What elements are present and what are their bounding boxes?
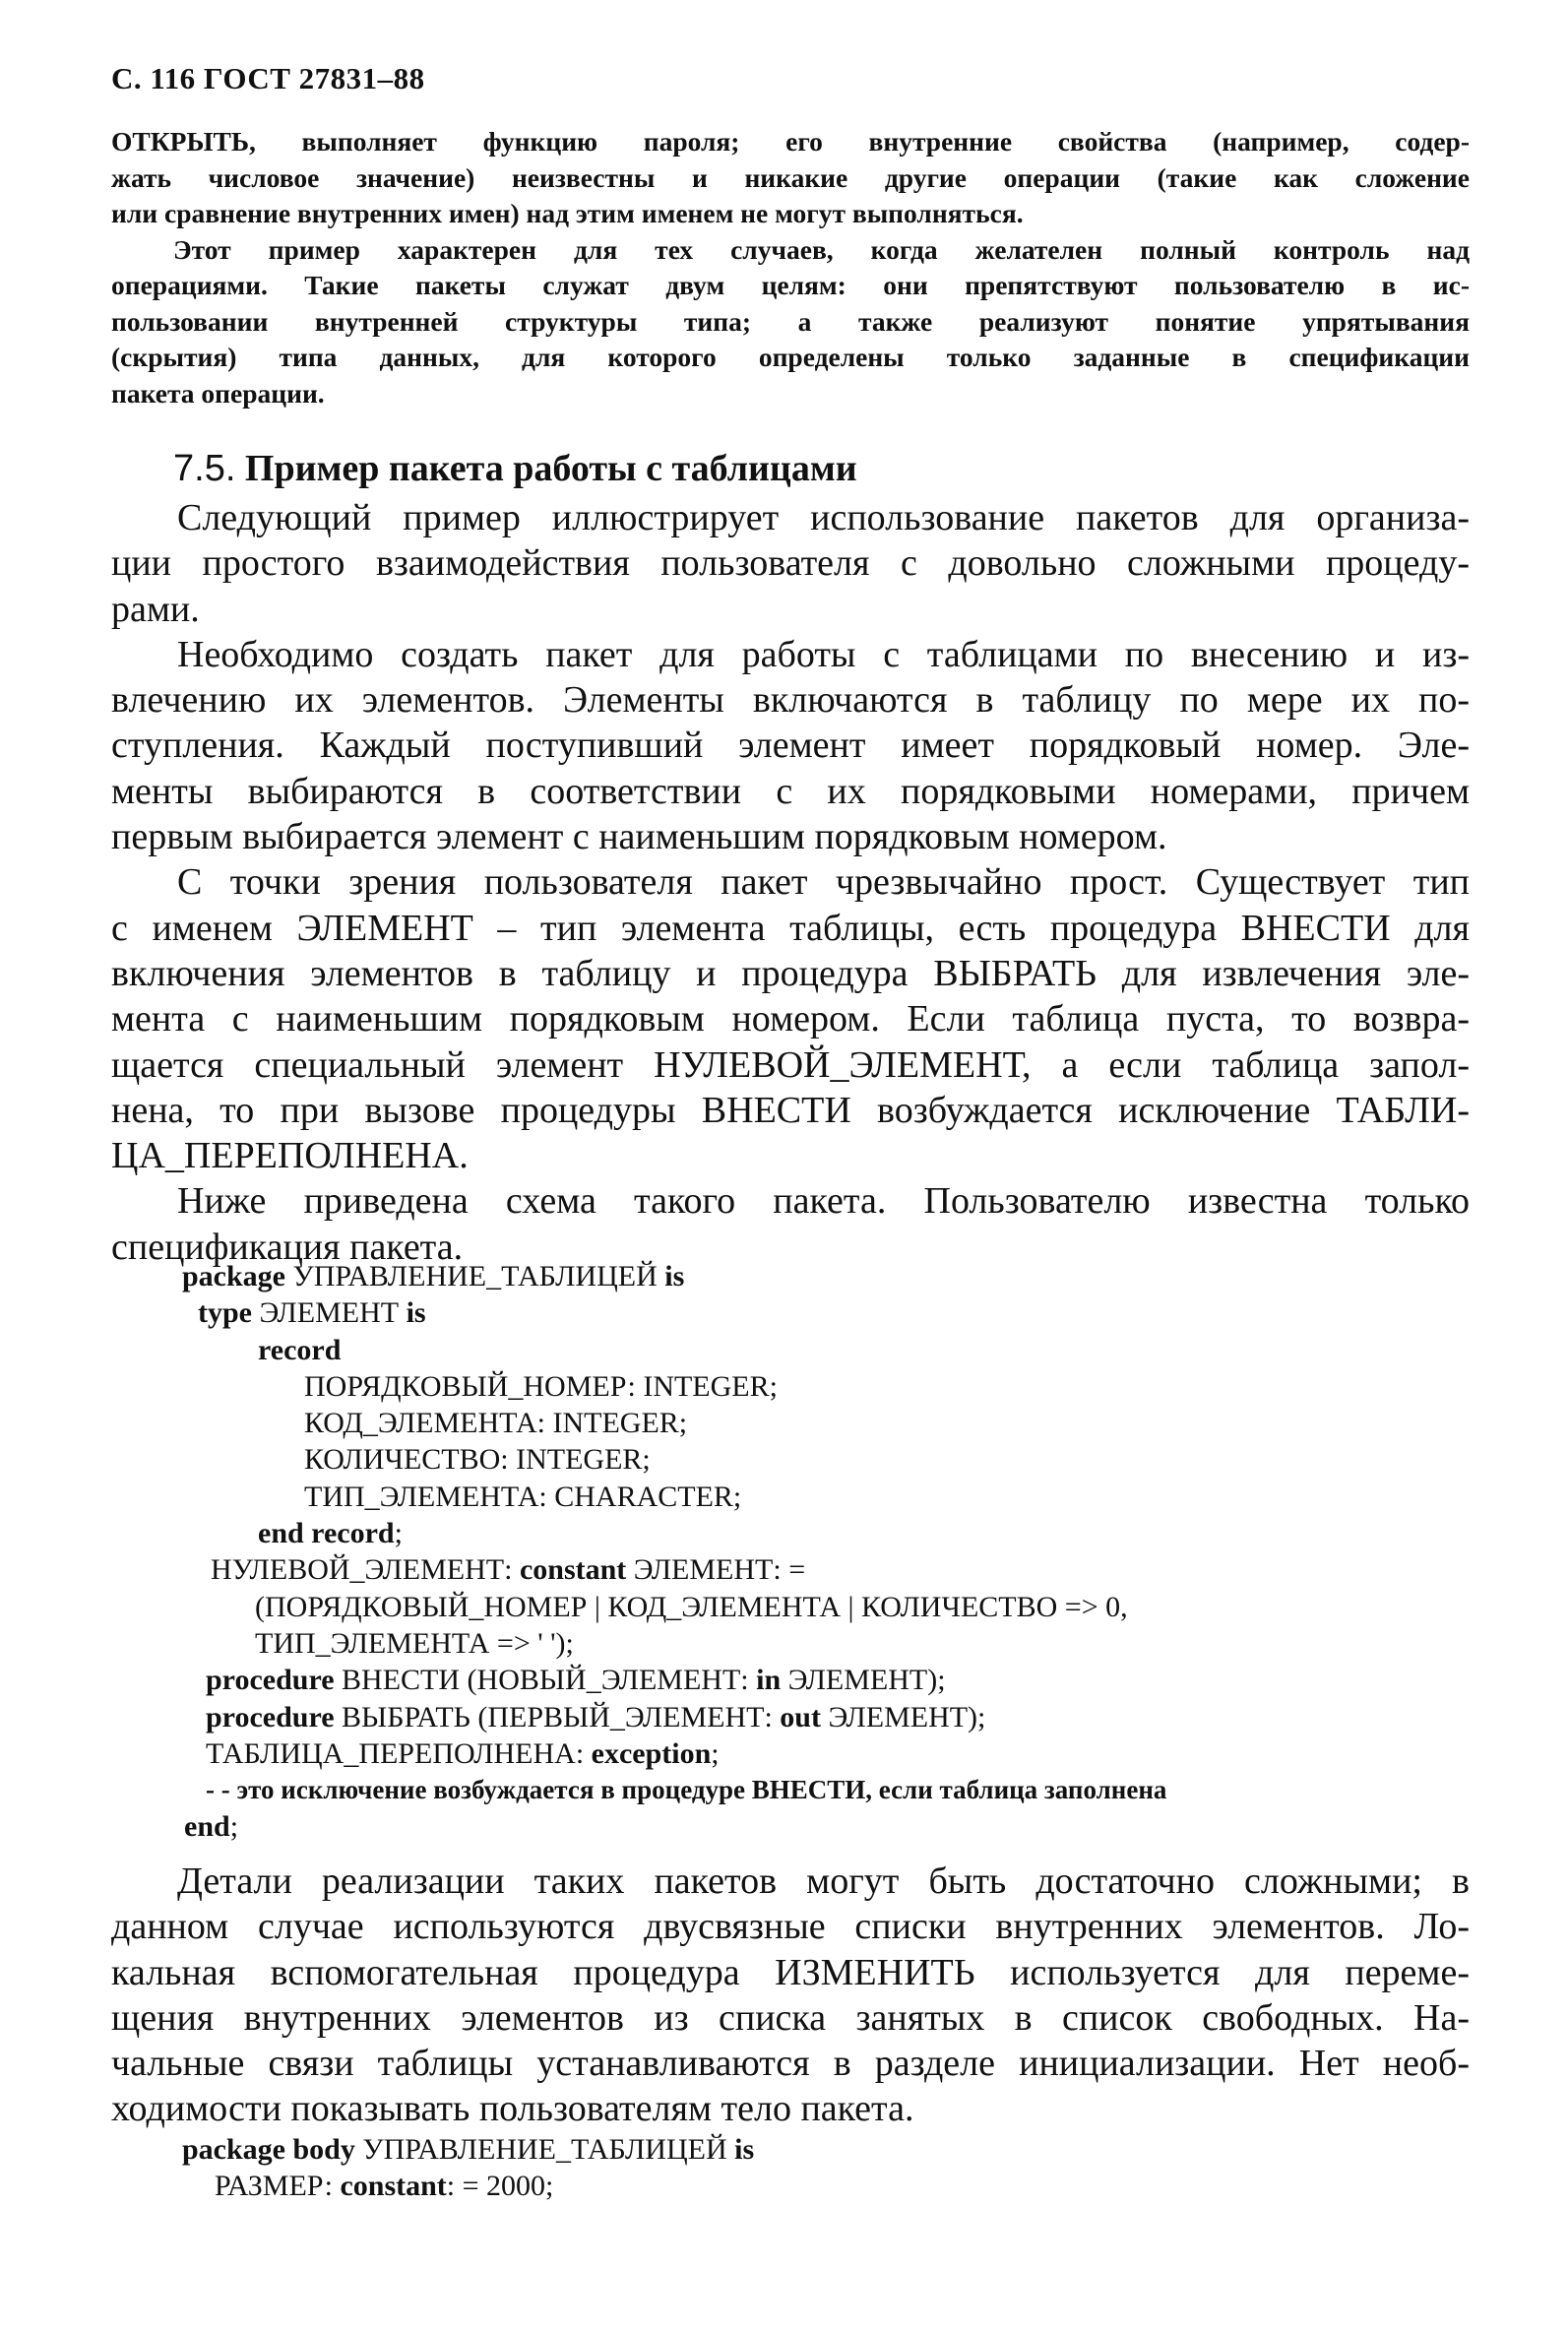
- text-line: ступления. Каждый поступивший элемент имеет порядковый номер. Эле-: [111, 725, 1470, 767]
- intro-paragraph: [111, 124, 1470, 411]
- code-line: ТИП_ЭЛЕМЕНТА: CHARACTER;: [304, 1480, 742, 1513]
- text-line: (скрытия) типа данных, для которого определены только заданные в спецификации: [111, 342, 1470, 372]
- code-line: end;: [184, 1810, 239, 1844]
- text-line: спецификация пакета.: [111, 1226, 464, 1268]
- text-line: пользовании внутренней структуры типа; а также реализуют понятие упрятывания: [111, 305, 1470, 337]
- code-line: procedure ВНЕСТИ (НОВЫЙ_ЭЛЕМЕНТ: in ЭЛЕМЕНТ);: [206, 1664, 946, 1697]
- text-line: ции простого взаимодействия пользователя с довольно сложными процеду-: [111, 542, 1470, 585]
- text-line: Детали реализации таких пакетов могут быть достаточно сложными; в: [177, 1860, 1470, 1902]
- code-line: ПОРЯДКОВЫЙ_НОМЕР: INTEGER;: [304, 1369, 778, 1403]
- page-header: С. 116 ГОСТ 27831–88: [111, 61, 425, 95]
- code-line: ТАБЛИЦА_ПЕРЕПОЛНЕНА: exception;: [206, 1736, 720, 1770]
- code-comment-line: - - это исключение возбуждается в процедуре ВНЕСТИ, если таблица заполнена: [206, 1775, 1167, 1805]
- text-line: щается специальный элемент НУЛЕВОЙ_ЭЛЕМЕНТ, а если таблица запол-: [111, 1043, 1470, 1086]
- code-block-body: [111, 2131, 1470, 2205]
- code-line: РАЗМЕР: constant: = 2000;: [215, 2170, 554, 2203]
- text-line: ЦА_ПЕРЕПОЛНЕНА.: [111, 1135, 469, 1177]
- code-line: (ПОРЯДКОВЫЙ_НОМЕР | КОД_ЭЛЕМЕНТА | КОЛИЧЕСТВО => 0,: [255, 1590, 1128, 1623]
- text-line: ходимости показывать пользователям тело пакета.: [111, 2088, 914, 2130]
- text-line: Необходимо создать пакет для работы с таблицами по внесению и из-: [177, 633, 1470, 675]
- text-line: менты выбираются в соответствии с их порядковыми номерами, причем: [111, 770, 1470, 812]
- code-line: package body УПРАВЛЕНИЕ_ТАБЛИЦЕЙ is: [182, 2133, 755, 2166]
- code-line: end record;: [258, 1517, 403, 1550]
- text-line: влечению их элементов. Элементы включаются в таблицу по мере их по-: [111, 679, 1470, 722]
- code-block-spec: [111, 1258, 1470, 1846]
- section-title: [173, 447, 857, 490]
- text-line: С точки зрения пользователя пакет чрезвычайно прост. Существует тип: [177, 861, 1470, 904]
- code-line: record: [258, 1333, 342, 1366]
- text-line: рами.: [111, 588, 200, 630]
- section-title-text: Пример пакета работы с таблицами: [244, 448, 857, 489]
- text-line: Следующий пример иллюстрирует использование пакетов для организа-: [177, 497, 1470, 538]
- body-text-2: [111, 1859, 1470, 2132]
- text-line: пакета операции.: [111, 377, 325, 409]
- text-line: нена, то при вызове процедуры ВНЕСТИ возбуждается исключение ТАБЛИ-: [111, 1089, 1470, 1131]
- text-line: ОТКРЫТЬ, выполняет функцию пароля; его внутренние свойства (например, содер-: [111, 126, 1470, 157]
- code-line: package УПРАВЛЕНИЕ_ТАБЛИЦЕЙ is: [182, 1260, 685, 1292]
- text-line: кальная вспомогательная процедура ИЗМЕНИТЬ используется для переме-: [111, 1951, 1470, 1993]
- body-text-1: [111, 495, 1470, 1270]
- text-line: жать числовое значение) неизвестны и никакие другие операции (такие как сложение: [111, 161, 1470, 193]
- text-line: чальные связи таблицы устанавливаются в разделе инициализации. Нет необ-: [111, 2043, 1470, 2085]
- code-line: НУЛЕВОЙ_ЭЛЕМЕНТ: constant ЭЛЕМЕНТ: =: [211, 1553, 806, 1587]
- text-line: Ниже приведена схема такого пакета. Пользователю известна только: [177, 1180, 1470, 1223]
- code-line: procedure ВЫБРАТЬ (ПЕРВЫЙ_ЭЛЕМЕНТ: out ЭЛЕМЕНТ);: [206, 1700, 986, 1733]
- text-line: первым выбирается элемент с наименьшим порядковым номером.: [111, 816, 1167, 858]
- code-line: КОЛИЧЕСТВО: INTEGER;: [304, 1443, 651, 1477]
- code-line: КОД_ЭЛЕМЕНТА: INTEGER;: [304, 1407, 688, 1440]
- code-line: type ЭЛЕМЕНТ is: [198, 1296, 426, 1330]
- code-line: ТИП_ЭЛЕМЕНТА => ' ');: [255, 1626, 574, 1660]
- text-line: Этот пример характерен для тех случаев, когда желателен полный контроль над: [173, 233, 1470, 265]
- text-line: операциями. Такие пакеты служат двум целям: они препятствуют пользователю в ис-: [111, 270, 1470, 300]
- text-line: включения элементов в таблицу и процедура ВЫБРАТЬ для извлечения эле-: [111, 952, 1470, 994]
- text-line: данном случае используются двусвязные списки внутренних элементов. Ло-: [111, 1906, 1470, 1948]
- text-line: с именем ЭЛЕМЕНТ – тип элемента таблицы, есть процедура ВНЕСТИ для: [111, 907, 1470, 949]
- text-line: или сравнение внутренних имен) над этим именем не могут выполняться.: [111, 198, 1024, 228]
- section-number: 7.5.: [173, 448, 236, 489]
- text-line: мента с наименьшим порядковым номером. Если таблица пуста, то возвра-: [111, 998, 1470, 1040]
- text-line: щения внутренних элементов из списка занятых в список свободных. На-: [111, 1996, 1470, 2039]
